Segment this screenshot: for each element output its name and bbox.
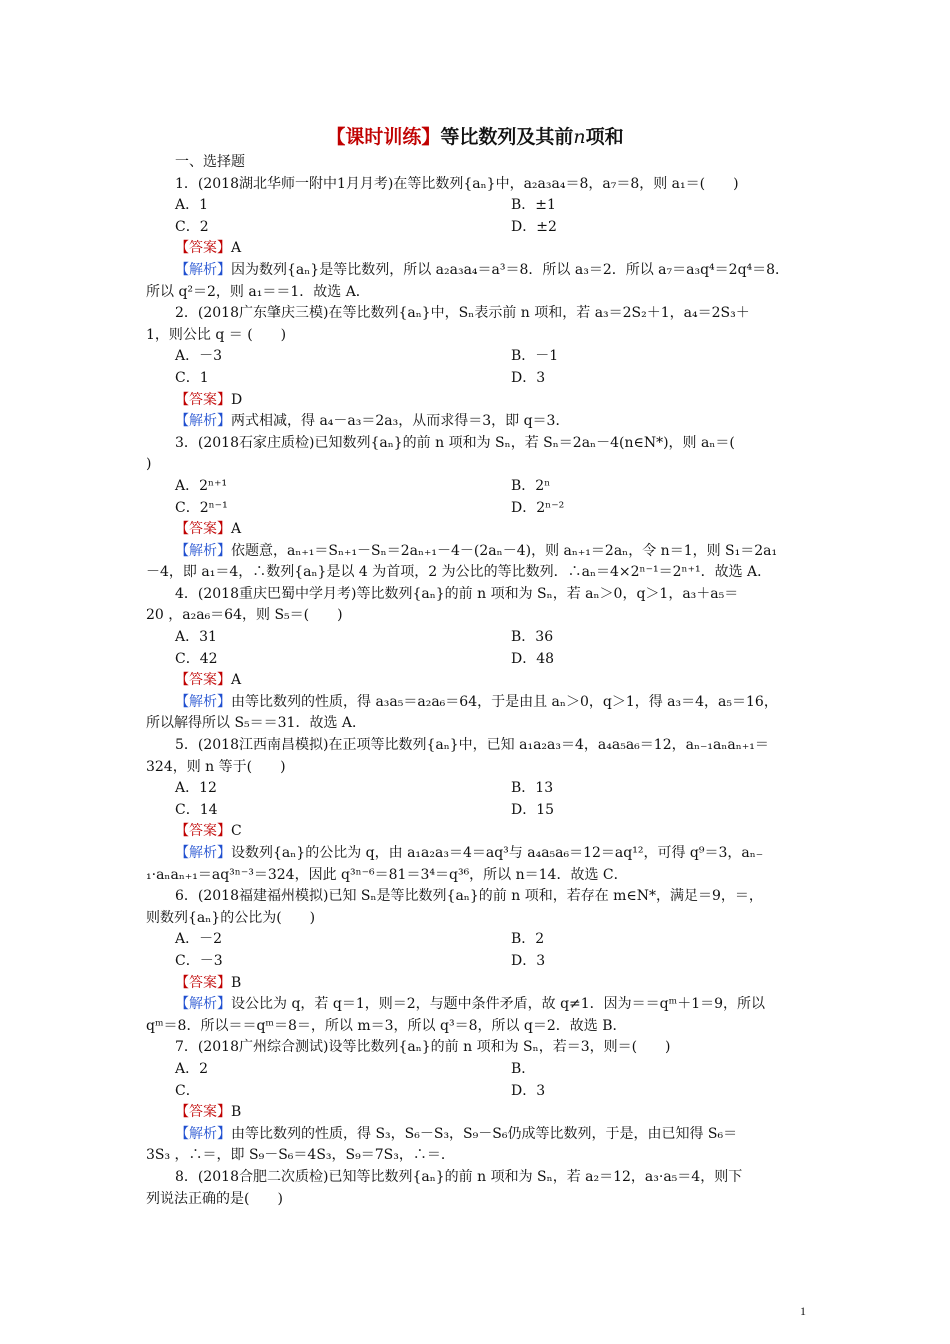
option-right: B． [511, 1060, 536, 1077]
option-left: A．－3 [175, 348, 223, 365]
option-left: C．1 [175, 369, 209, 386]
question-line: 一、选择题 [175, 154, 245, 170]
continuation-line: 1，则公比 q ＝ ( ) [146, 326, 287, 343]
answer-text: D [231, 391, 243, 408]
option-row [146, 217, 806, 239]
explanation-text: 依题意，aₙ₊₁＝Sₙ₊₁－Sₙ＝2aₙ₊₁－4－(2aₙ－4)，则 aₙ₊₁＝2aₙ，令 n＝1，则 S₁＝2a₁ [231, 542, 778, 559]
answer-tag: 【答案】 [175, 240, 231, 257]
option-right: D．3 [511, 1082, 546, 1099]
explanation-tag: 【解析】 [175, 693, 231, 710]
explanation-tag: 【解析】 [175, 413, 231, 430]
continuation-line: 324，则 n 等于( ) [146, 758, 286, 775]
question-line: 7．(2018广州综合测试)设等比数列{aₙ}的前 n 项和为 Sₙ，若＝3，则＝( ) [175, 1039, 671, 1056]
question-content [146, 152, 806, 1210]
explanation-text: 由等比数列的性质，得 a₃a₅＝a₂a₆＝64，于是由且 aₙ＞0，q＞1，得 a₃＝4，a₅＝16， [231, 693, 778, 710]
option-right: D．48 [511, 650, 555, 667]
title-bracket: 【课时训练】 [326, 126, 441, 148]
explanation-tag: 【解析】 [175, 542, 231, 559]
explanation-text: 由等比数列的性质，得 S₃，S₆－S₃，S₉－S₆仍成等比数列，于是，由已知得 S₆＝ [231, 1125, 738, 1142]
option-row [146, 1059, 806, 1081]
answer-line [146, 973, 806, 995]
explanation-line [146, 541, 806, 563]
option-left: A．2ⁿ⁺¹ [175, 477, 228, 494]
answer-tag: 【答案】 [175, 391, 231, 408]
answer-line [146, 238, 806, 260]
option-right: B．±1 [511, 197, 556, 214]
answer-line [146, 670, 806, 692]
question-line: 5．(2018江西南昌模拟)在正项等比数列{aₙ}中，已知 a₁a₂a₃＝4，a₄a₅a₆＝12，aₙ₋₁aₙaₙ₊₁＝ [175, 737, 769, 754]
explanation-line [146, 843, 806, 865]
answer-text: A [231, 240, 242, 257]
answer-line [146, 821, 806, 843]
explanation-text: 两式相减，得 a₄－a₃＝2a₃，从而求得＝3，即 q＝3． [231, 413, 570, 430]
explanation-line [146, 692, 806, 714]
option-left: A．12 [175, 780, 217, 797]
option-row [146, 476, 806, 498]
question-line: 1．(2018湖北华师一附中1月月考)在等比数列{aₙ}中，a₂a₃a₄＝8，a₇＝8，则 a₁＝( ) [175, 175, 739, 192]
option-left: A．31 [175, 629, 217, 646]
option-right: D．15 [511, 801, 555, 818]
option-right: D．3 [511, 369, 546, 386]
option-row [146, 346, 806, 368]
explanation-tag: 【解析】 [175, 261, 231, 278]
option-row [146, 951, 806, 973]
explanation-text: 设公比为 q，若 q＝1，则＝2，与题中条件矛盾，故 q≠1．因为＝＝qᵐ＋1＝9，所以 [231, 996, 766, 1013]
option-right: B．36 [511, 629, 554, 646]
continuation-line: 则数列{aₙ}的公比为( ) [146, 909, 316, 926]
explanation-text: 因为数列{aₙ}是等比数列，所以 a₂a₃a₄＝a³＝8．所以 a₃＝2．所以 a₇＝a₃q⁴＝2q⁴＝8． [231, 261, 790, 278]
explanation-line [146, 1124, 806, 1146]
answer-text: B [231, 974, 242, 991]
page-title [0, 122, 950, 149]
continuation-line: ) [146, 456, 152, 473]
option-left: A．2 [175, 1060, 209, 1077]
option-left: C． [175, 1082, 200, 1099]
title-end: 项和 [585, 126, 624, 148]
explanation-line [146, 411, 806, 433]
option-left: C．2ⁿ⁻¹ [175, 499, 228, 516]
option-right: B．2 [511, 931, 545, 948]
option-left: A．1 [175, 197, 209, 214]
answer-text: B [231, 1104, 242, 1121]
option-row [146, 195, 806, 217]
option-left: C．2 [175, 218, 209, 235]
question-line: 6．(2018福建福州模拟)已知 Sₙ是等比数列{aₙ}的前 n 项和，若存在 m∈N*，满足＝9，＝， [175, 888, 763, 905]
title-main: 等比数列及其前 [440, 126, 574, 148]
option-row [146, 649, 806, 671]
option-row [146, 498, 806, 520]
option-left: A．－2 [175, 931, 223, 948]
answer-tag: 【答案】 [175, 521, 231, 538]
option-left: C．14 [175, 801, 218, 818]
explanation-tag: 【解析】 [175, 1125, 231, 1142]
option-right: B．13 [511, 780, 554, 797]
option-right: B．－1 [511, 348, 559, 365]
question-line: 4．(2018重庆巴蜀中学月考)等比数列{aₙ}的前 n 项和为 Sₙ，若 aₙ＞0，q＞1，a₃＋a₅＝ [175, 585, 739, 602]
explanation-tag: 【解析】 [175, 996, 231, 1013]
option-right: B．2ⁿ [511, 477, 551, 494]
continuation-line: ₁·aₙaₙ₊₁＝aq³ⁿ⁻³＝324，因此 q³ⁿ⁻⁶＝81＝3⁴＝q³⁶，所以 n＝14．故选 C． [146, 866, 628, 883]
continuation-line: 3S₃ ，∴＝，即 S₉－S₆＝4S₃，S₉＝7S₃，∴＝． [146, 1147, 455, 1164]
continuation-line: 所以 q²＝2，则 a₁＝＝1．故选 A． [146, 283, 370, 300]
answer-tag: 【答案】 [175, 672, 231, 689]
answer-line [146, 390, 806, 412]
answer-line [146, 1102, 806, 1124]
continuation-line: 20 ，a₂a₆＝64，则 S₅＝( ) [146, 607, 343, 624]
option-row [146, 929, 806, 951]
option-left: C．－3 [175, 952, 223, 969]
title-variable: n [573, 126, 586, 148]
answer-text: A [231, 521, 242, 538]
option-row [146, 627, 806, 649]
answer-tag: 【答案】 [175, 823, 231, 840]
continuation-line: 列说法正确的是( ) [146, 1190, 283, 1207]
option-right: D．3 [511, 952, 546, 969]
answer-line [146, 519, 806, 541]
option-row [146, 1081, 806, 1103]
answer-tag: 【答案】 [175, 1104, 231, 1121]
continuation-line: 所以解得所以 S₅＝＝31．故选 A． [146, 715, 367, 732]
explanation-line [146, 994, 806, 1016]
option-row [146, 800, 806, 822]
answer-text: A [231, 672, 242, 689]
question-line: 2．(2018广东肇庆三模)在等比数列{aₙ}中，Sₙ表示前 n 项和，若 a₃＝2S₂＋1，a₄＝2S₃＋ [175, 305, 750, 322]
option-row [146, 778, 806, 800]
option-left: C．42 [175, 650, 218, 667]
option-right: D．2ⁿ⁻² [511, 499, 565, 516]
answer-tag: 【答案】 [175, 974, 231, 991]
page-number: 1 [800, 1304, 806, 1318]
continuation-line: qᵐ＝8．所以＝＝qᵐ＝8＝，所以 m＝3，所以 q³＝8，所以 q＝2．故选 B． [146, 1017, 627, 1034]
explanation-tag: 【解析】 [175, 845, 231, 861]
option-right: D．±2 [511, 218, 557, 235]
continuation-line: －4，即 a₁＝4，∴数列{aₙ}是以 4 为首项，2 为公比的等比数列．∴aₙ＝4×2ⁿ⁻¹＝2ⁿ⁺¹．故选 A． [146, 564, 772, 581]
option-row [146, 368, 806, 390]
explanation-text: 设数列{aₙ}的公比为 q，由 a₁a₂a₃＝4＝aq³与 a₄a₅a₆＝12＝aq¹²，可得 q⁹＝3，aₙ₋ [231, 845, 764, 861]
question-line: 8．(2018合肥二次质检)已知等比数列{aₙ}的前 n 项和为 Sₙ，若 a₂＝12，a₃·a₅＝4，则下 [175, 1168, 743, 1185]
answer-text: C [231, 823, 242, 840]
question-line: 3．(2018石家庄质检)已知数列{aₙ}的前 n 项和为 Sₙ，若 Sₙ＝2aₙ－4(n∈N*)，则 aₙ＝( [175, 434, 735, 451]
explanation-line [146, 260, 806, 282]
